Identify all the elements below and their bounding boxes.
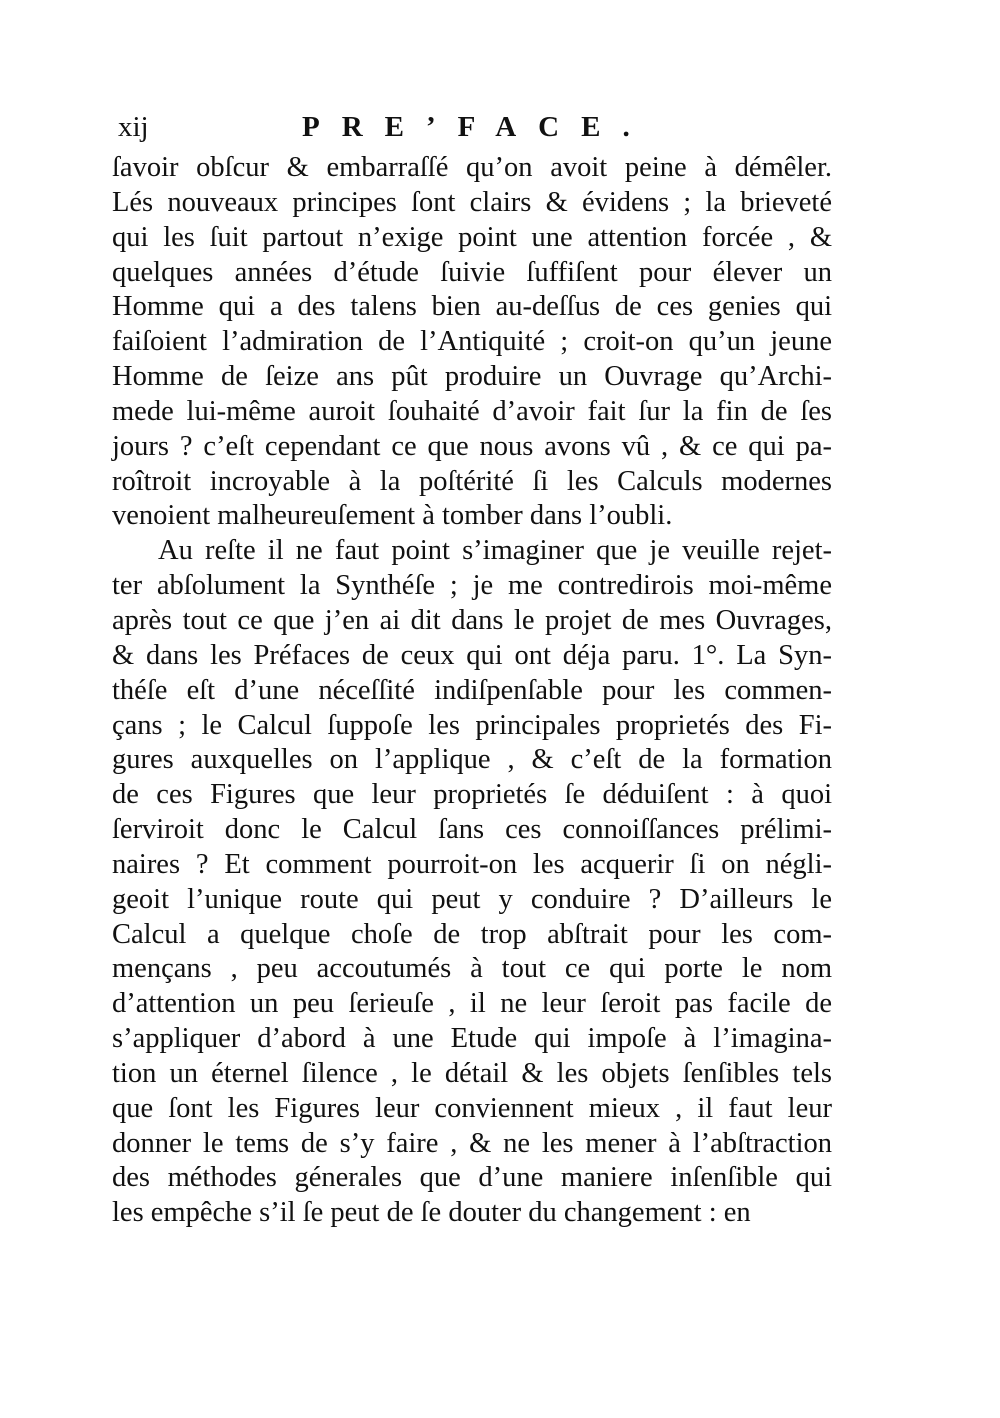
header-title: PRE’FACE. bbox=[302, 111, 652, 143]
text-line: geoit l’unique route qui peut y conduire ? D’ailleurs le bbox=[112, 883, 832, 915]
text-line: ſerviroit donc le Calcul ſans ces connoiſſances prélimi- bbox=[112, 814, 832, 846]
body-text bbox=[112, 151, 832, 1231]
text-line: Lés nouveaux principes ſont clairs & évidens ; la brieveté bbox=[112, 186, 832, 218]
text-line: d’attention un peu ſerieuſe , il ne leur ſeroit pas facile de bbox=[112, 988, 832, 1020]
text-line: venoient malheureuſement à tomber dans l’oubli. bbox=[112, 500, 673, 532]
text-line: ter abſolument la Synthéſe ; je me contredirois moi-même bbox=[112, 570, 832, 602]
text-line: qui les ſuit partout n’exige point une attention forcée , & bbox=[112, 221, 832, 253]
text-line: faiſoient l’admiration de l’Antiquité ; croit-on qu’un jeune bbox=[112, 326, 832, 358]
page-number: xij bbox=[118, 111, 149, 143]
text-line: roîtroit incroyable à la poſtérité ſi les Calculs modernes bbox=[112, 465, 832, 497]
text-line: mede lui-même auroit ſouhaité d’avoir fait ſur la fin de ſes bbox=[112, 395, 832, 427]
text-line: Homme de ſeize ans pût produire un Ouvrage qu’Archi- bbox=[112, 361, 832, 393]
paragraph bbox=[112, 534, 832, 1231]
text-line: après tout ce que j’en ai dit dans le projet de mes Ouvrages, bbox=[112, 604, 832, 636]
text-line: naires ? Et comment pourroit-on les acquerir ſi on négli- bbox=[112, 848, 832, 880]
text-line: quelques années d’étude ſuivie ſuffiſent pour élever un bbox=[112, 256, 832, 288]
text-line: de ces Figures que leur proprietés ſe déduiſent : à quoi bbox=[112, 779, 832, 811]
text-line: & dans les Préfaces de ceux qui ont déja paru. 1°. La Syn- bbox=[112, 639, 832, 671]
text-line: Au reſte il ne faut point s’imaginer que je veuille rejet- bbox=[158, 535, 832, 567]
text-line: des méthodes génerales que d’une maniere inſenſible qui bbox=[112, 1162, 832, 1194]
text-line: théſe eſt d’une néceſſité indiſpenſable pour les commen- bbox=[112, 674, 832, 706]
text-line: çans ; le Calcul ſuppoſe les principales proprietés des Fi- bbox=[112, 709, 832, 741]
text-line: tion un éternel ſilence , le détail & les objets ſenſibles tels bbox=[112, 1057, 832, 1089]
text-line: gures auxquelles on l’applique , & c’eſt de la formation bbox=[112, 744, 832, 776]
text-line: que ſont les Figures leur conviennent mieux , il faut leur bbox=[112, 1092, 832, 1124]
book-page bbox=[112, 105, 840, 1231]
text-line: jours ? c’eſt cependant ce que nous avons vû , & ce qui pa- bbox=[112, 430, 832, 462]
text-line: les empêche s’il ſe peut de ſe douter du changement : en bbox=[112, 1197, 751, 1229]
text-line: Calcul a quelque choſe de trop abſtrait pour les com- bbox=[112, 918, 832, 950]
paragraph bbox=[112, 151, 832, 534]
running-head bbox=[112, 105, 840, 149]
text-line: s’appliquer d’abord à une Etude qui impoſe à l’imagina- bbox=[112, 1023, 832, 1055]
text-line: mençans , peu accoutumés à tout ce qui porte le nom bbox=[112, 953, 832, 985]
text-line: ſavoir obſcur & embarraſſé qu’on avoit peine à démêler. bbox=[112, 152, 832, 183]
text-line: donner le tems de s’y faire , & ne les mener à l’abſtraction bbox=[112, 1127, 832, 1159]
text-line: Homme qui a des talens bien au-deſſus de ces genies qui bbox=[112, 291, 832, 323]
